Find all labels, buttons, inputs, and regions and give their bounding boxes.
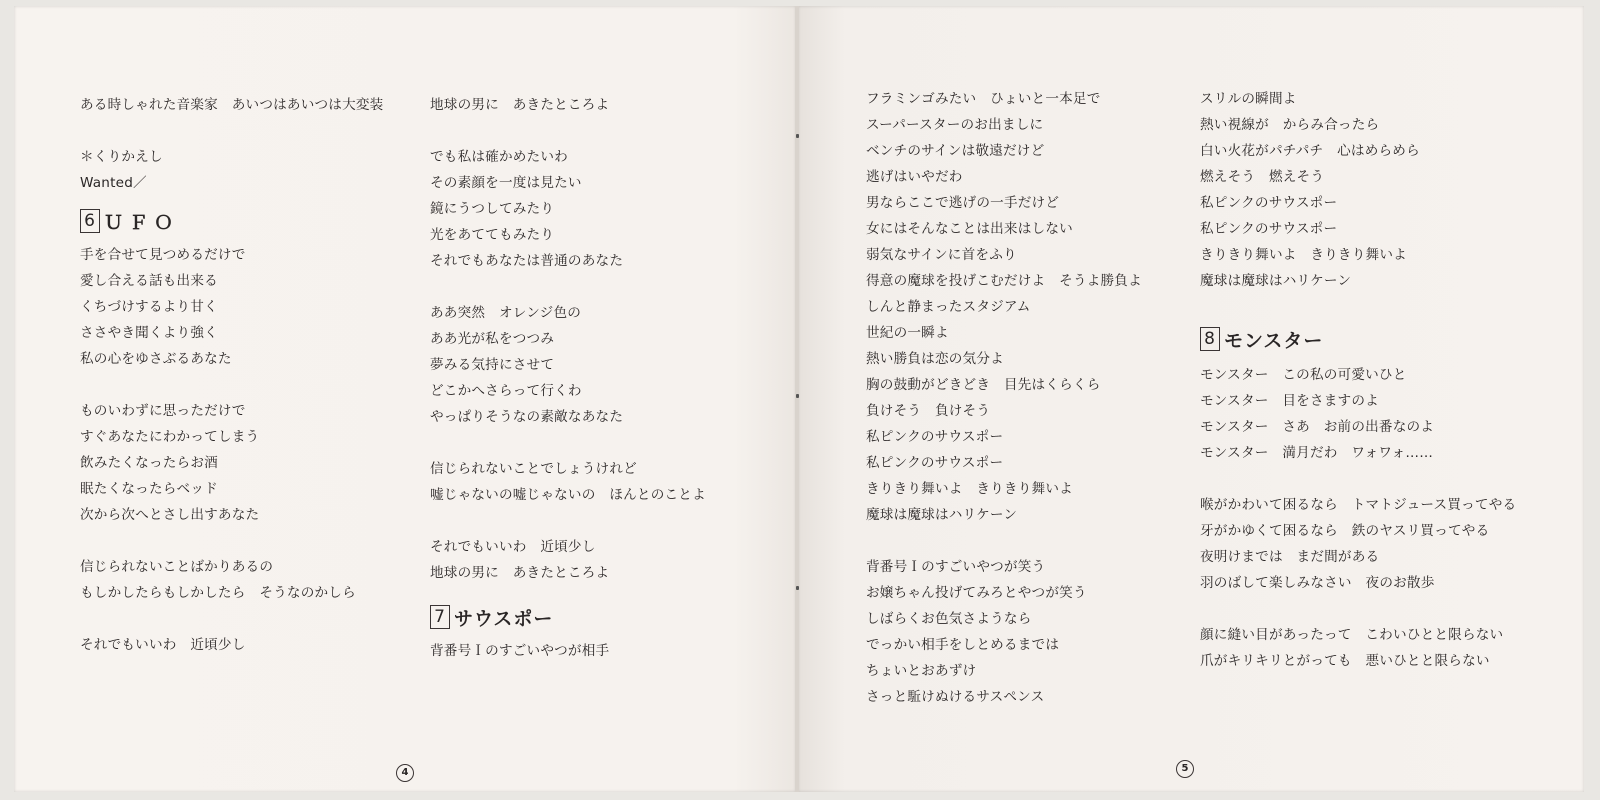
lyrics-column-3 (866, 86, 1186, 710)
stanza-break (1200, 466, 1530, 492)
lyric-line: それでもいいわ 近頃少し (80, 637, 246, 653)
lyric-line: 熱い勝負は恋の気分よ (866, 351, 1004, 367)
track-number-box: 6 (80, 209, 100, 233)
song-heading-ufo (80, 206, 420, 236)
track-number-box: 8 (1200, 327, 1220, 351)
lyric-line: 男ならここで逃げの一手だけど (866, 195, 1060, 211)
stanza-break (430, 274, 770, 300)
lyric-line: それでもいいわ 近頃少し (430, 539, 596, 555)
lyric-line: 私の心をゆさぶるあなた (80, 351, 232, 367)
lyric-line: スリルの瞬間よ (1200, 91, 1297, 107)
lyric-line: くちづけするより甘く (80, 299, 218, 315)
lyric-line: 私ピンクのサウスポー (1200, 221, 1338, 237)
lyric-line: 羽のばして楽しみなさい 夜のお散歩 (1200, 575, 1435, 591)
lyric-line: Wanted／ (80, 175, 147, 191)
staple-mark (796, 394, 799, 398)
lyric-line: 眠たくなったらベッド (80, 481, 218, 497)
lyric-line: 飲みたくなったらお酒 (80, 455, 218, 471)
staple-mark (796, 586, 799, 590)
stanza-break (80, 528, 420, 554)
song-title: モンスター (1224, 329, 1324, 352)
lyric-line: さっと駈けぬけるサスペンス (866, 689, 1045, 705)
lyric-line: 私ピンクのサウスポー (1200, 195, 1338, 211)
lyric-line: モンスター 目をさますのよ (1200, 393, 1379, 409)
lyric-line: 地球の男に あきたところよ (430, 97, 610, 113)
lyric-line: モンスター この私の可愛いひと (1200, 367, 1407, 383)
lyric-line: ベンチのサインは敬遠だけど (866, 143, 1045, 159)
lyric-line: もしかしたらもしかしたら そうなのかしら (80, 585, 356, 601)
lyric-line: 白い火花がパチパチ 心はめらめら (1200, 143, 1420, 159)
lyric-line: 世紀の一瞬よ (866, 325, 949, 341)
lyric-line: しんと静まったスタジアム (866, 299, 1031, 315)
lyric-line: ああ光が私をつつみ (430, 331, 555, 347)
stanza-break (1200, 596, 1530, 622)
lyric-line: 逃げはいやだわ (866, 169, 963, 185)
track-number-box: 7 (430, 605, 450, 629)
lyric-line: きりきり舞いよ きりきり舞いよ (1200, 247, 1407, 263)
stanza-break (430, 508, 770, 534)
lyric-line: でっかい相手をしとめるまでは (866, 637, 1060, 653)
lyric-line: 地球の男に あきたところよ (430, 565, 610, 581)
stanza-break (430, 430, 770, 456)
lyric-line: しばらくお色気さようなら (866, 611, 1032, 627)
song-heading-monster (1200, 324, 1530, 354)
stanza-break (80, 118, 420, 144)
song-heading-southpaw (430, 602, 770, 632)
stanza-break (80, 606, 420, 632)
lyrics-column-1 (80, 92, 420, 658)
lyric-line: 胸の鼓動がどきどき 目先はくらくら (866, 377, 1101, 393)
lyric-line: でも私は確かめたいわ (430, 149, 568, 165)
lyric-line: 光をあててもみたり (430, 227, 555, 243)
lyric-line: それでもあなたは普通のあなた (430, 253, 624, 269)
lyric-line: ちょいとおあずけ (866, 663, 977, 679)
lyric-line: 私ピンクのサウスポー (866, 455, 1004, 471)
lyric-line: 魔球は魔球はハリケーン (866, 507, 1018, 523)
lyric-line: 牙がかゆくて困るなら 鉄のヤスリ買ってやる (1200, 523, 1490, 539)
lyric-line: 背番号Ｉのすごいやつが相手 (430, 643, 610, 659)
staple-mark (796, 134, 799, 138)
lyric-line: 私ピンクのサウスポー (866, 429, 1004, 445)
lyric-line: 信じられないことばかりあるの (80, 559, 274, 575)
stanza-break (866, 528, 1186, 554)
song-title: サウスポー (454, 607, 554, 630)
stanza-break (430, 118, 770, 144)
page-number-left: 4 (396, 764, 414, 782)
lyric-line: その素顔を一度は見たい (430, 175, 582, 191)
lyric-line: 弱気なサインに首をふり (866, 247, 1017, 263)
lyric-line: すぐあなたにわかってしまう (80, 429, 260, 445)
lyric-line: モンスター 満月だわ ワォワォ…… (1200, 445, 1433, 461)
lyric-line: 鏡にうつしてみたり (430, 201, 555, 217)
lyric-line: 夜明けまでは まだ間がある (1200, 549, 1380, 565)
lyric-line: スーパースターのお出ましに (866, 117, 1044, 133)
lyric-line: 燃えそう 燃えそう (1200, 169, 1325, 185)
lyric-line: 負けそう 負けそう (866, 403, 991, 419)
lyric-line: フラミンゴみたい ひょいと一本足で (866, 91, 1101, 107)
lyric-line: やっぱりそうなの素敵なあなた (430, 409, 624, 425)
lyric-line: モンスター さあ お前の出番なのよ (1200, 419, 1435, 435)
lyric-line: 愛し合える話も出来る (80, 273, 218, 289)
lyric-line: 得意の魔球を投げこむだけよ そうよ勝負よ (866, 273, 1142, 289)
lyric-line: ものいわずに思っただけで (80, 403, 246, 419)
lyric-line: どこかへさらって行くわ (430, 383, 582, 399)
page-number-right: 5 (1176, 760, 1194, 778)
song-title: ＵＦＯ (104, 211, 180, 234)
lyric-line: きりきり舞いよ きりきり舞いよ (866, 481, 1073, 497)
lyrics-column-2 (430, 92, 770, 664)
lyric-line: 喉がかわいて困るなら トマトジュース買ってやる (1200, 497, 1517, 513)
lyric-line: 顔に縫い目があったって こわいひとと限らない (1200, 627, 1504, 643)
lyric-line: ああ突然 オレンジ色の (430, 305, 582, 321)
lyric-line: 手を合せて見つめるだけで (80, 247, 246, 263)
lyric-line: ＊くりかえし (80, 149, 163, 165)
gutter (795, 6, 799, 792)
lyric-line: 背番号Ｉのすごいやつが笑う (866, 559, 1046, 575)
lyric-line: 信じられないことでしょうけれど (430, 461, 637, 477)
lyric-line: 夢みる気持にさせて (430, 357, 555, 373)
lyric-line: ささやき聞くより強く (80, 325, 218, 341)
lyric-line: 魔球は魔球はハリケーン (1200, 273, 1352, 289)
lyric-line: ある時しゃれた音楽家 あいつはあいつは大変装 (80, 97, 384, 113)
lyric-line: 熱い視線が からみ合ったら (1200, 117, 1380, 133)
lyric-line: 爪がキリキリとがっても 悪いひとと限らない (1200, 653, 1490, 669)
lyrics-column-4 (1200, 86, 1530, 674)
stanza-break (80, 372, 420, 398)
lyric-line: 嘘じゃないの嘘じゃないの ほんとのことよ (430, 487, 706, 503)
lyric-line: お嬢ちゃん投げてみろとやつが笑う (866, 585, 1087, 601)
lyric-line: 女にはそんなことは出来はしない (866, 221, 1073, 237)
lyric-line: 次から次へとさし出すあなた (80, 507, 260, 523)
